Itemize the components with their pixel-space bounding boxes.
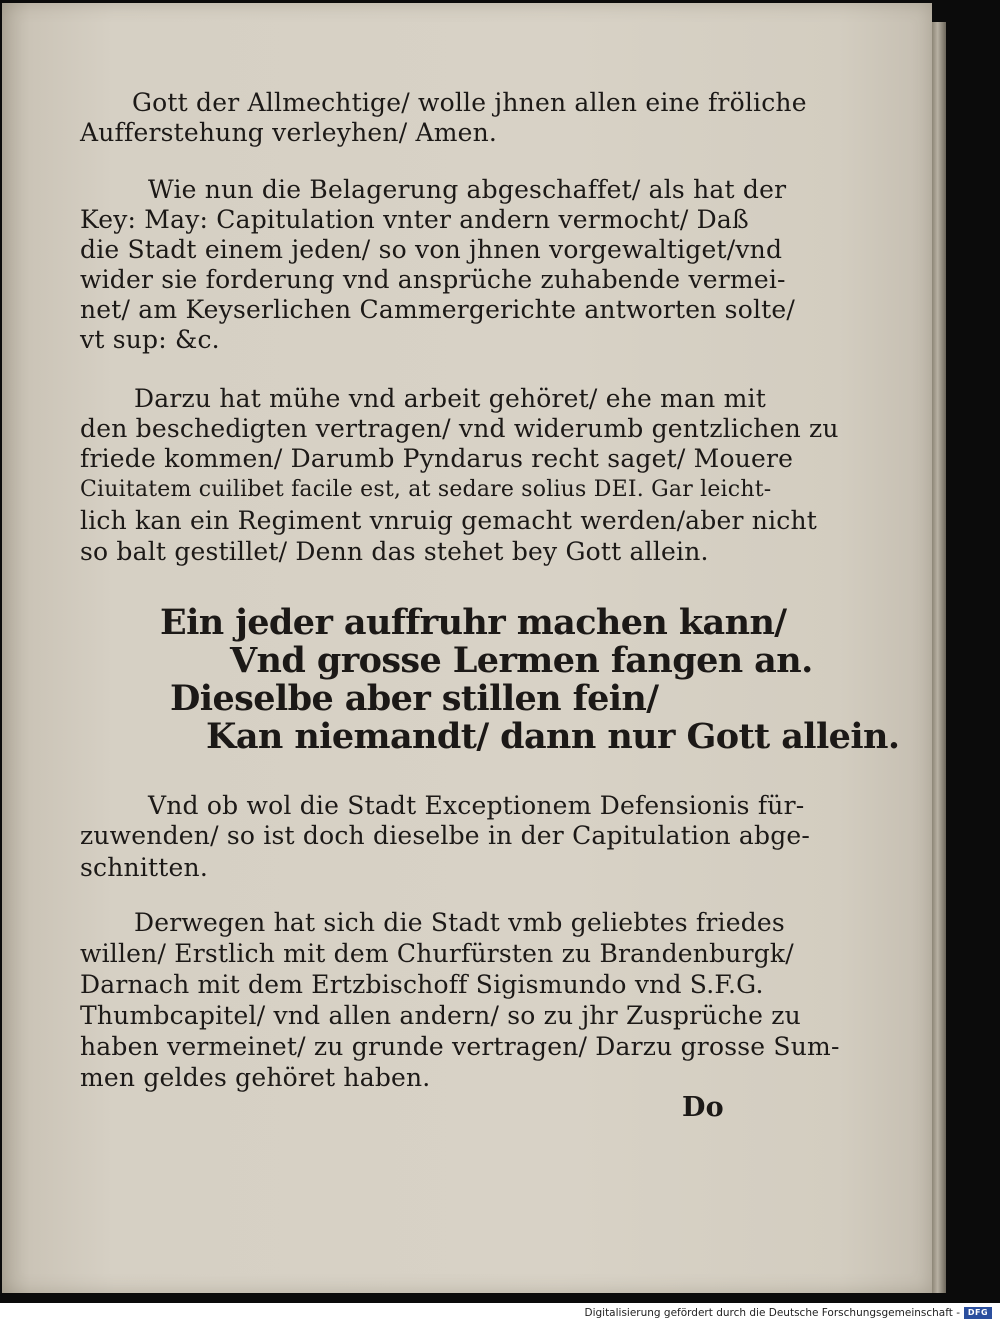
verse-line: Ein jeder auffruhr machen kann/ — [160, 602, 787, 643]
text-line: so balt gestillet/ Denn das stehet bey Gott allein. — [80, 537, 709, 566]
text-line: Derwegen hat sich die Stadt vmb geliebtes friedes — [134, 908, 785, 937]
text-line: Gott der Allmechtige/ wolle jhnen allen eine fröliche — [132, 88, 807, 117]
page-edge — [932, 22, 946, 1293]
text-line: den beschedigten vertragen/ vnd widerumb gentzlichen zu — [80, 414, 839, 443]
text-line: wider sie forderung vnd ansprüche zuhabende vermei- — [80, 265, 786, 294]
text-line: Wie nun die Belagerung abgeschaffet/ als hat der — [148, 175, 787, 204]
dfg-logo-icon: DFG — [964, 1307, 992, 1319]
text-line: lich kan ein Regiment vnruig gemacht werden/aber nicht — [80, 506, 818, 535]
text-line: die Stadt einem jeden/ so von jhnen vorgewaltiget/vnd — [80, 235, 783, 264]
footer-bar — [0, 1303, 1000, 1323]
verse-line: Kan niemandt/ dann nur Gott allein. — [206, 716, 900, 757]
text-line: vt sup: &c. — [80, 325, 220, 354]
text-line: Key: May: Capitulation vnter andern vermocht/ Daß — [80, 205, 749, 234]
text-line: willen/ Erstlich mit dem Churfürsten zu Brandenburgk/ — [80, 939, 794, 968]
text-line: schnitten. — [80, 853, 208, 882]
text-line: men geldes gehöret haben. — [80, 1063, 431, 1092]
verse-line: Dieselbe aber stillen fein/ — [170, 678, 659, 719]
verse-line: Vnd grosse Lermen fangen an. — [230, 640, 813, 681]
text-line: Ciuitatem cuilibet facile est, at sedare solius DEI. Gar leicht- — [80, 477, 772, 502]
book-page — [2, 3, 932, 1293]
text-line: haben vermeinet/ zu grunde vertragen/ Darzu grosse Sum- — [80, 1032, 840, 1061]
text-line: net/ am Keyserlichen Cammergerichte antworten solte/ — [80, 295, 796, 324]
text-line: friede kommen/ Darumb Pyndarus recht saget/ Mouere — [80, 444, 794, 473]
text-line: Aufferstehung verleyhen/ Amen. — [80, 118, 498, 147]
footer-credit-text: Digitalisierung gefördert durch die Deutsche Forschungsgemeinschaft - — [584, 1307, 960, 1319]
text-line: Thumbcapitel/ vnd allen andern/ so zu jhr Zusprüche zu — [80, 1001, 801, 1030]
text-line: Vnd ob wol die Stadt Exceptionem Defensionis für- — [148, 791, 805, 820]
text-line: zuwenden/ so ist doch dieselbe in der Capitulation abge- — [80, 821, 811, 850]
text-line: Darzu hat mühe vnd arbeit gehöret/ ehe man mit — [134, 384, 766, 413]
text-line: Darnach mit dem Ertzbischoff Sigismundo vnd S.F.G. — [80, 970, 764, 999]
catchword: Do — [682, 1092, 724, 1123]
